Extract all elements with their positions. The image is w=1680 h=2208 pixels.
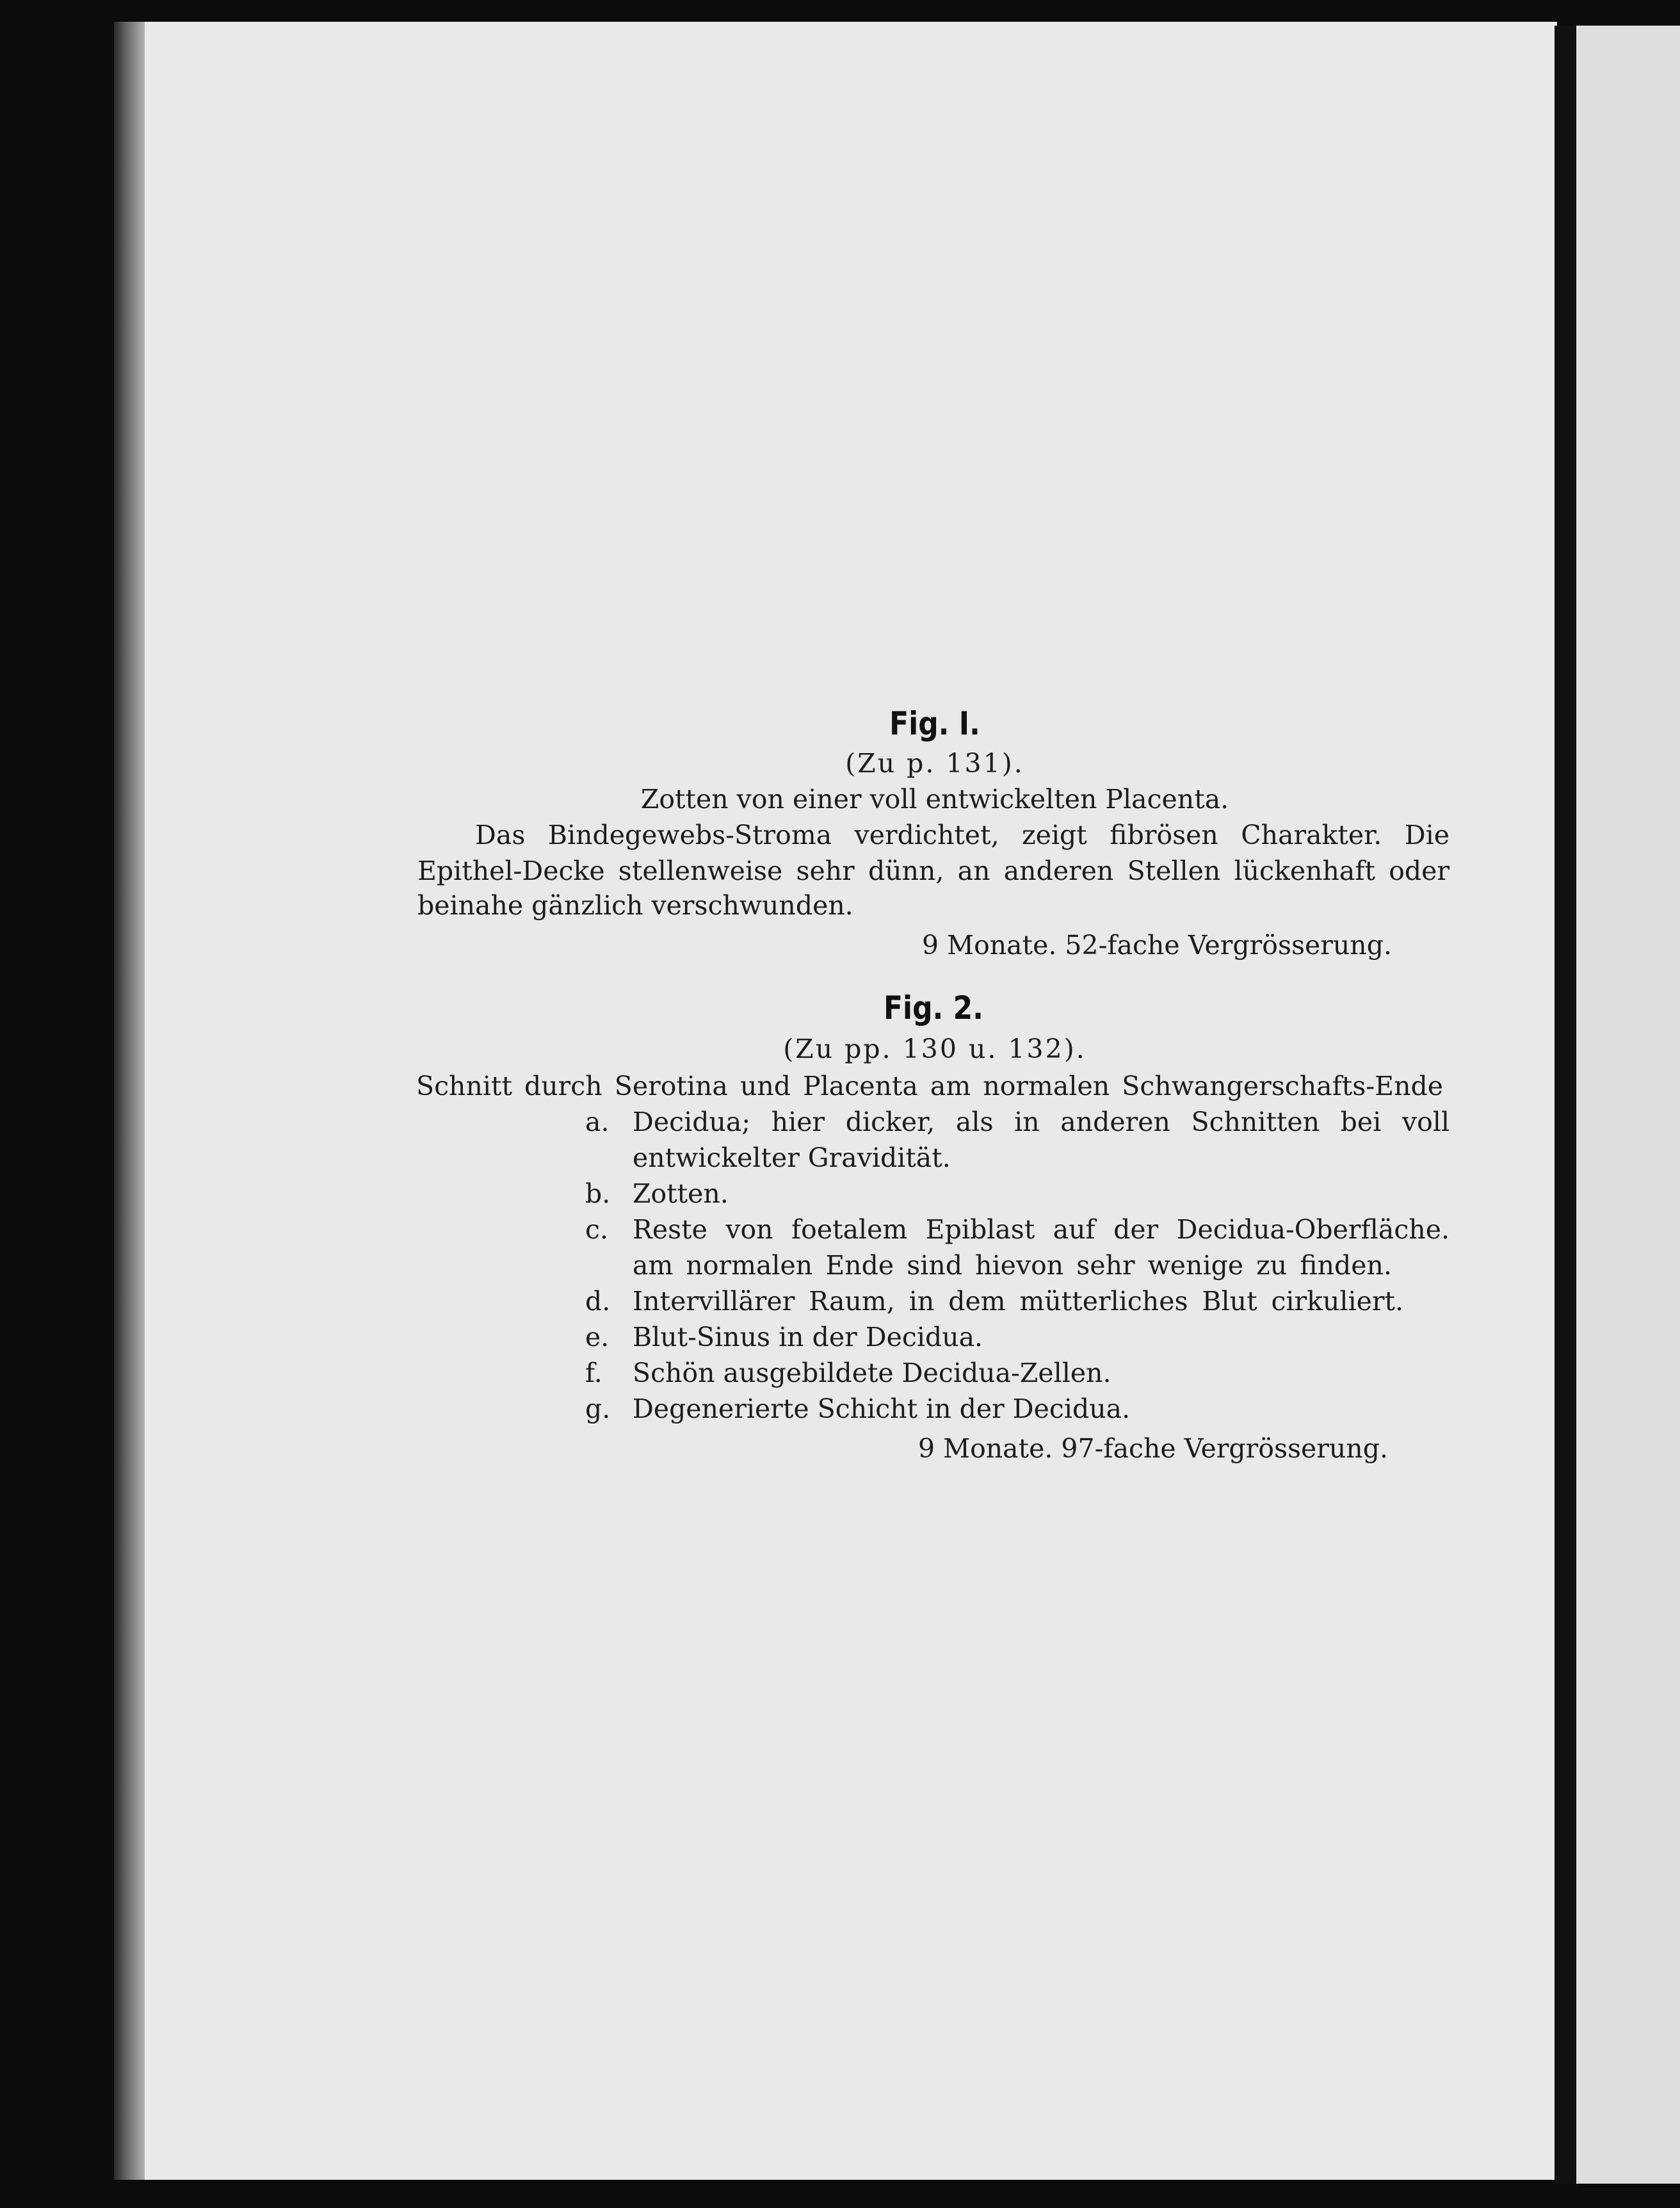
list-item-text: entwickelter Gravidität.: [633, 1142, 951, 1173]
list-item-text: Zotten.: [633, 1178, 729, 1209]
list-item-letter: e.: [585, 1322, 610, 1352]
list-item-letter: b.: [585, 1178, 611, 1209]
fig2-caption: Schnitt durch Serotina und Placenta am normalen Schwangerschafts-Ende: [416, 1071, 1443, 1101]
list-item-text: Degenerierte Schicht in der Decidua.: [633, 1393, 1131, 1424]
fig1-caption: Zotten von einer voll entwickelten Placenta.: [640, 784, 1229, 815]
list-item-text: Schön ausgebildete Decidua-Zellen.: [633, 1358, 1111, 1388]
page-edge-shadow: [1555, 26, 1576, 2184]
fig1-description-line: beinahe gänzlich verschwunden.: [417, 890, 853, 921]
list-item-text: Intervillärer Raum, in dem mütterliches Blut cirkuliert.: [633, 1286, 1403, 1317]
fig2-magnification: 9 Monate. 97-fache Vergrösserung.: [917, 1433, 1388, 1464]
list-item-letter: d.: [585, 1286, 611, 1317]
list-item-text: Reste von foetalem Epiblast auf der Decidua-Oberfläche.: [633, 1214, 1450, 1245]
list-item-text: Blut-Sinus in der Decidua.: [633, 1322, 983, 1352]
list-item-letter: g.: [585, 1393, 611, 1424]
fig1-reference: (Zu p. 131).: [845, 748, 1024, 779]
page-gutter: [114, 22, 147, 2180]
fig1-title: Fig. I.: [889, 705, 980, 742]
fig2-reference: (Zu pp. 130 u. 132).: [783, 1034, 1086, 1064]
list-item-text: Decidua; hier dicker, als in anderen Schnitten bei voll: [633, 1107, 1450, 1137]
fig2-title: Fig. 2.: [883, 989, 984, 1027]
list-item-letter: f.: [585, 1358, 602, 1388]
fig1-magnification: 9 Monate. 52-fache Vergrösserung.: [921, 930, 1392, 961]
fig1-description-line: Das Bindegewebs-Stroma verdichtet, zeigt fibrösen Charakter. Die: [475, 820, 1450, 850]
list-item-letter: a.: [585, 1107, 610, 1137]
fig1-description-line: Epithel-Decke stellenweise sehr dünn, an anderen Stellen lückenhaft oder: [417, 856, 1450, 886]
list-item-letter: c.: [585, 1214, 608, 1245]
adjacent-page: [1576, 26, 1680, 2184]
list-item-text: am normalen Ende sind hievon sehr wenige zu finden.: [633, 1250, 1392, 1281]
